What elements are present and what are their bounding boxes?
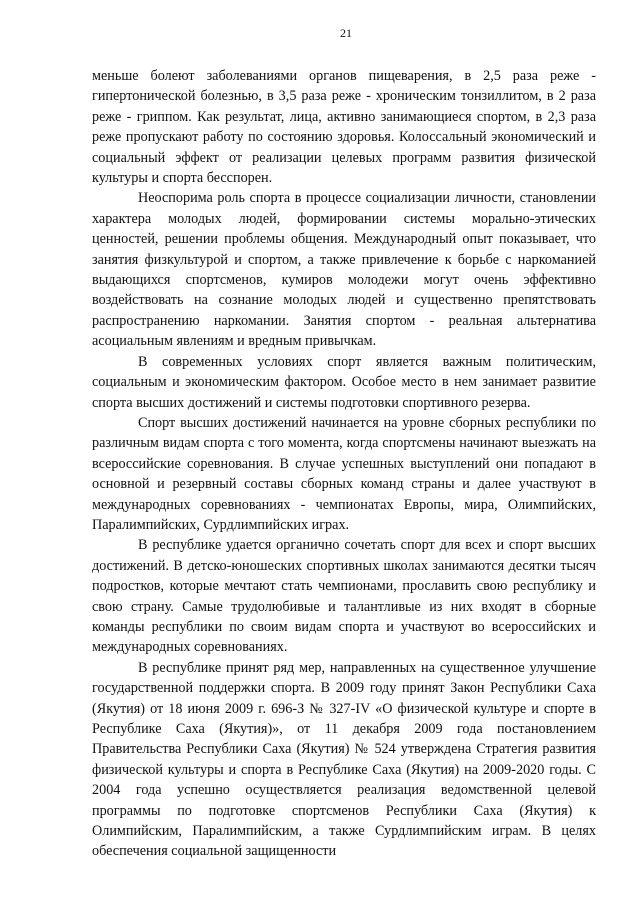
paragraph-socialization: Неоспорима роль спорта в процессе социализации личности, становлении характера молодых людей, формировании системы морально-этических ценностей, решении проблемы общения. Международный опыт показывает, что занятия физкультурой и спортом, а также привлечение к борьбе с наркоманией выдающихся спортсменов, кумиров молодежи могут очень эффективно воздействовать на сознание молодых людей и существенно препятствовать распространению наркомании. Занятия спортом - реальная альтернатива асоциальным явлениям и вредным привычкам. xyxy=(92,190,596,350)
paragraph-health-benefits: меньше болеют заболеваниями органов пищеварения, в 2,5 раза реже - гипертонической болезнью, в 3,5 раза реже - хроническим тонзиллитом, в 2 раза реже - гриппом. Как результат, лица, активно занимающиеся спортом, в 2,3 раза реже пропускают работу по состоянию здоровья. Колоссальный экономический и социальный эффект от реализации целевых программ развития физической культуры и спорта бесспорен. xyxy=(92,68,596,187)
paragraph-sport-for-all: В республике удается органично сочетать спорт для всех и спорт высших достижений. В детско-юношеских спортивных школах занимаются десятки тысяч подростков, которые мечтают стать чемпионами, прославить свою республику и свою страну. Самые трудолюбивые и талантливые из них входят в сборные команды республики по своим видам спорта и участвуют во всероссийских и международных соревнованиях. xyxy=(92,537,596,656)
paragraph-political-factor: В современных условиях спорт является важным политическим, социальным и экономическим фактором. Особое место в нем занимает развитие спорта высших достижений и системы подготовки спортивного резерва. xyxy=(92,353,596,411)
paragraph-state-support: В республике принят ряд мер, направленных на существенное улучшение государственной поддержки спорта. В 2009 году принят Закон Республики Саха (Якутия) от 18 июня 2009 г. 696-З № 327-IV «О физической культуре и спорте в Республике Саха (Якутия)», от 11 декабря 2009 года постановлением Правительства Республики Саха (Якутия) № 524 утверждена Стратегия развития физической культуры и спорта в Республике Саха (Якутия) на 2009-2020 годы. С 2004 года успешно осуществляется реализация ведомственной целевой программы по подготовке спортсменов Республики Саха (Якутия) к Олимпийским, Паралимпийским, а также Сурдлимпийским играм. В целях обеспечения социальной защищенности xyxy=(92,659,596,860)
page-number: 21 xyxy=(340,26,352,40)
paragraph-elite-sport: Спорт высших достижений начинается на уровне сборных республики по различным видам спорта с того момента, когда спортсмены начинают выезжать на всероссийские соревнования. В случае успешных выступлений они попадают в основной и резервный составы сборных команд страны и далее участвуют в международных соревнованиях - чемпионатах Европы, мира, Олимпийских, Паралимпийских, Сурдлимпийских играх. xyxy=(92,414,596,533)
